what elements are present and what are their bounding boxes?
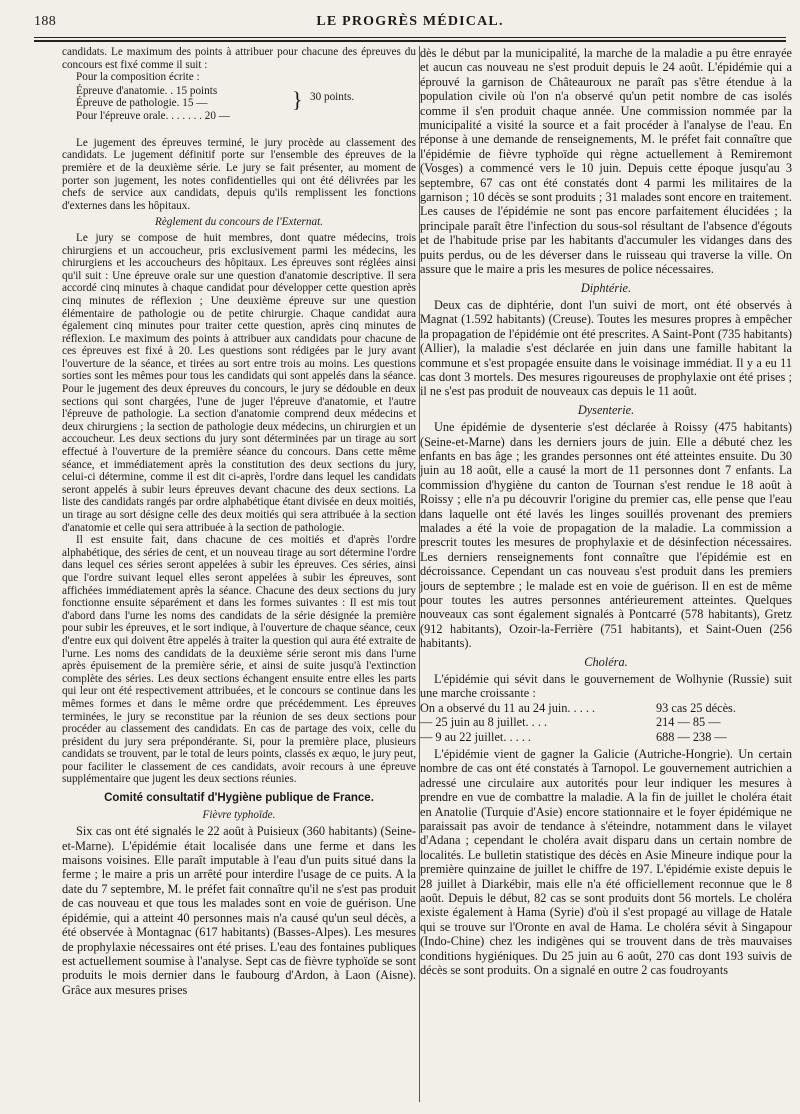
paragraph: L'épidémie qui sévit dans le gouvernement de Wolhynie (Russie) suit une marche croissante : xyxy=(420,672,792,701)
row-value: 688 — 238 — xyxy=(656,729,727,744)
row-value: 93 cas 25 décès. xyxy=(656,700,736,715)
row-label: — 25 juin au 8 juillet. . . . xyxy=(420,715,548,730)
paragraph: Une épidémie de dysenterie s'est déclarée à Roissy (475 habitants) (Seine-et-Marne) dans les derniers jours de juin. Elle a débuté chez les enfants en bas âge ; les grandes personnes ont été atteintes ensuite. Du 30 juin au 18 août, elle a causé la mort de 11 personnes dont 7 enfants. La commission d'hygiène du canton de Tournan s'est rendue le 18 août à Roissy ; elle n'a pu découvrir l'origine du premier cas, elle pense que l'eau dans laquelle ont été lavés les linges souillés provenant des premiers malades a été la voie de propagation de la maladie. La commission a prescrit toutes les mesures de prophylaxie et de désinfection nécessaires. Les derniers renseignements font connaître que l'épidémie est en décroissance. Cependant un cas nouveau s'est produit dans les premiers jours de septembre ; le malade est en voie de guérison. Il en est de même pour toutes les autres personnes antérieurement atteintes. Quelques nouveaux cas sont également signalés à Pontcarré (578 habitants), Gretz (912 habitants), Ozoir-la-Ferrière (751 habitants), et Saint-Ouen (256 habitants). xyxy=(420,420,792,651)
section-heading: Fièvre typhoïde. xyxy=(202,808,276,821)
cholera-table xyxy=(420,701,792,747)
paragraph: dès le début par la municipalité, la marche de la maladie a pu être enrayée et aucun cas nouveau ne s'est produit depuis le 24 août. L'épidémie qui a éprouvé la garnison de Châteauroux ne paraît pas s'être étendue à la population civile où l'on n'a observé qu'un petit nombre de cas isolés comme il s'en produit chaque année. Une commission nommée par la municipalité a visité la source et a fait procéder à l'analyse de l'eau. En réponse à une demande de renseignements, M. le préfet fait connaître que l'épidémie de fièvre typhoïde qui règne actuellement à Remiremont (Vosges) a commencé vers le 10 juin. Depuis cette époque jusqu'au 3 septembre, 67 cas ont été constatés dont 4 parmi les militaires de la garnison ; 10 décès se sont produits ; 31 malades sont encore en traitement. Les causes de l'épidémie ne sont pas encore parfaitement élucidées ; la principale paraît être l'infection du sous-sol résultant de l'absence d'égouts et de l'habitude prise par les habitants d'accumuler les vidanges dans des puits perdus, ou de les déverser dans le ruisseau qui traverse la ville. On assure que le maire a pris les mesures de police nécessaires. xyxy=(420,46,792,277)
section-heading: Diphtérie. xyxy=(580,280,632,295)
journal-title: LE PROGRÈS MÉDICAL. xyxy=(316,14,504,29)
row-label: On a observé du 11 au 24 juin. . . . . xyxy=(420,700,596,715)
row-label: — 9 au 22 juillet. . . . . xyxy=(420,729,532,744)
section-heading: Dysenterie. xyxy=(577,402,635,417)
section-heading: Règlement du concours de l'Externat. xyxy=(155,216,323,229)
header-rule xyxy=(34,37,786,38)
page-header xyxy=(34,14,786,34)
grade-line: Épreuve d'anatomie. . 15 points xyxy=(76,84,218,97)
section-heading: Choléra. xyxy=(584,654,628,669)
paragraph: L'épidémie vient de gagner la Galicie (Autriche-Hongrie). Un certain nombre de cas ont été constatés à Tarnopol. Le gouvernement autrichien a adressé une circulaire aux autorités pour leur indiquer les mesures à prendre en vue de combattre la maladie. A la fin de juillet le choléra était en Anatolie (Turquie d'Asie) encore stationnaire et le foyer épidémique ne paraissait pas avoir de tendance à s'éteindre, notamment dans le vilayet d'Adana ; cependant le choléra avait disparu dans un certain nombre de localités. Le bulletin statistique des décès en Asie Mineure indique pour la première quinzaine de juillet le chiffre de 197. L'épidémie existe depuis le 28 juillet à Diarkébir, mais elle n'a été officiellement reconnue que le 8 août. Depuis le début, 82 cas se sont produits dont 56 mortels. Le choléra existe également à Hama (Syrie) d'où il s'est propagé au village de Hatale qui se trouve sur l'Oronte en aval de Hama. Le choléra sévit à Singapour (Indo-Chine) chez les indigènes qui se trouvent dans de très mauvaises conditions hygiéniques. Du 25 juin au 6 août, 270 cas dont 193 suivis de décès se sont produits. On a signalé en outre 2 cas foudroyants xyxy=(420,746,792,977)
grading-table xyxy=(62,85,416,136)
page-number: 188 xyxy=(34,14,57,29)
grade-line: Pour l'épreuve orale. . . . . . . 20 — xyxy=(76,109,230,122)
row-value: 214 — 85 — xyxy=(656,715,721,730)
right-column xyxy=(420,46,792,1102)
header-rule-thick xyxy=(34,40,786,42)
paragraph: candidats. Le maximum des points à attribuer pour chacune des épreuves du concours est fixé comme il suit : xyxy=(62,46,416,71)
table-row xyxy=(420,730,792,744)
paragraph: Pour la composition écrite : xyxy=(76,71,200,84)
paragraph: Le jugement des épreuves terminé, le jury procède au classement des candidats. Le jugement définitif porte sur l'ensemble des épreuves de la première et de la deuxième série. Le jury se fait présenter, au moment de porter son jugement, les notes confidentielles qui ont été délivrées par les chefs de service aux candidats, depuis qu'ils remplissent les fonctions d'externes dans les hôpitaux. xyxy=(62,136,416,212)
grade-total: 30 points. xyxy=(310,90,355,103)
paragraph: Le jury se compose de huit membres, dont quatre médecins, trois chirurgiens et un accoucheur, pris exclusivement parmi les médecins, les chirurgiens et les accoucheurs des hôpitaux. Les épreuves sont réglées ainsi qu'il suit : Une épreuve orale sur une question d'anatomie descriptive. Il sera accordé cinq minutes à chaque candidat pour développer cette question après cinq minutes de réflexion ; Une deuxième épreuve sur une question élémentaire de pathologie ou de petite chirurgie. Chaque candidat aura également cinq minutes pour traiter cette question, après cinq minutes de réflexion. Le maximum des points à attribuer aux candidats pour chacune de ces épreuves est fixé à 20. Les questions sont rédigées par le jury avant l'ouverture de la séance, et tirées au sort entre trois au moins. Les questions sorties sont les mêmes pour tous les candidats qui sont appelés dans la séance. Pour le jugement des deux épreuves du concours, le jury se dédouble en deux sections qui sont chargées, l'une de juger l'épreuve d'anatomie, et l'autre l'épreuve de pathologie. La section d'anatomie comprend deux médecins et deux chirurgiens ; la section de pathologie deux médecins, un chirurgien et un accoucheur. Les deux sections du jury sont déterminées par un tirage au sort effectué à l'ouverture de la première séance du concours. Dans cette même séance, et immédiatement après la constitution des deux sections du jury, celui-ci détermine, comme il est dit ci-après, l'ordre dans lequel les candidats seront appelés à subir leurs épreuves devant chacune des deux sections. La liste des candidats rangés par ordre alphabétique étant divisée en deux moitiés, un tirage au sort désigne celle des deux moitiés qui sera attribuée à la section d'anatomie et celle qui sera attribuée à la section de pathologie. xyxy=(62,231,416,534)
table-row xyxy=(420,715,792,729)
left-column xyxy=(62,46,416,1102)
paragraph: Il est ensuite fait, dans chacune de ces moitiés et d'après l'ordre alphabétique, des séries de cent, et un nouveau tirage au sort détermine l'ordre dans lequel ces séries seront appelées à subir les épreuves. Ces séries, ainsi que l'ordre suivant lequel elles seront appelées à subir les épreuves, sont affichées immédiatement après la séance. Chacune des deux sections du jury fonctionne ensuite séparément et dans les formes suivantes : Il est mis tout d'abord dans l'urne les noms des candidats de la série désignée la première pour subir les épreuves, et le sort indique, à l'ouverture de chaque séance, ceux d'entre eux qui doivent être appelés à traiter la question qui aura été extraite de l'urne. Les noms des candidats de la deuxième série seront mis dans l'urne après épuisement de la première série, et ainsi de suite jusqu'à l'extinction complète des séries. Les deux sections échangent ensuite entre elles les parts qui leur ont été respectivement attribuées, et le concours se continue dans les mêmes formes et dans le même ordre que précédemment. Les épreuves terminées, le jury se reconstitue par la réunion de ses deux sections pour procéder au classement des candidats. En cas de partage des voix, celle du président du jury sera prépondérante. Si, pour la première place, plusieurs candidats se trouvent, par le total de leurs points, classés ex æquo, le jury peut, pour faciliter le classement de ces candidats, avoir recours à une épreuve supplémentaire que jugent les deux sections réunies. xyxy=(62,534,416,786)
paragraph: Deux cas de diphtérie, dont l'un suivi de mort, ont été observés à Magnat (1.592 habitants) (Creuse). Toutes les mesures propres à empêcher la propagation de l'épidémie ont été prescrites. A Saint-Pont (735 habitants) (Allier), la maladie s'est déclarée en juin dans une famille habitant la commune et s'est propagée ensuite dans le voisinage immédiat. Il y a eu 11 cas dont 3 mortels. Des mesures rigoureuses de prophylaxie ont été prises ; il ne s'est pas produit de nouveaux cas depuis le 11 août. xyxy=(420,297,792,399)
article-heading: Comité consultatif d'Hygiène publique de France. xyxy=(104,792,374,805)
table-row xyxy=(420,701,792,715)
paragraph: Six cas ont été signalés le 22 août à Puisieux (360 habitants) (Seine-et-Marne). L'épidémie était localisée dans une ferme et dans les maisons voisines. Elle paraît imputable à l'eau d'un puits situé dans la ferme ; le maire a pris un arrêté pour interdire l'usage de ce puits. A la date du 7 septembre, M. le préfet fait connaître qu'il ne s'est pas produit de cas nouveau et que tous les malades sont en voie de guérison. Une épidémie, qui a atteint 40 personnes mais n'a causé qu'un seul décès, a été observée à Montagnac (617 habitants) (Basses-Alpes). Les mesures de prophylaxie nécessaires ont été prises. L'eau des fontaines publiques est actuellement soumise à l'analyse. Sept cas de fièvre typhoïde se sont produits le mois dernier dans le faubourg d'Ardon, à Laon (Aisne). Grâce aux mesures prises xyxy=(62,824,416,997)
grade-line: Épreuve de pathologie. 15 — xyxy=(76,97,208,110)
brace: } xyxy=(292,86,303,112)
